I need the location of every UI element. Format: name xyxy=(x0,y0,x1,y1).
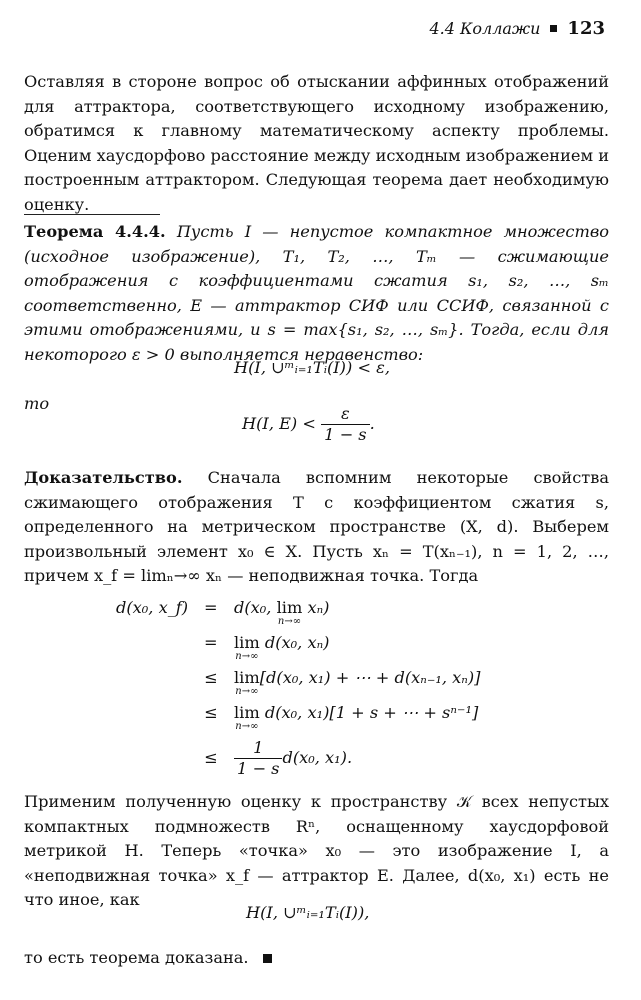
derivation-rhs xyxy=(234,668,480,697)
lim-subscript: n→∞ xyxy=(277,616,302,627)
lim-word: lim xyxy=(234,703,260,722)
proof-label: Доказательство. xyxy=(24,468,183,487)
rhs-part: [d(x₀, x₁) + ⋯ + d(xₙ₋₁, xₙ)] xyxy=(259,668,481,687)
running-header xyxy=(429,18,605,39)
intro-paragraph: Оставляя в стороне вопрос об отыскании аффинных отображений для аттрактора, соответствующего исходному изображению, обратимся к главному математическому аспекту проблемы. Оценим хаусдорфово расстояние между исходным изображением и построенным аттрактором. Следующая теорема дает необходимую оценку. xyxy=(24,72,609,214)
result-numerator: ε xyxy=(321,404,369,425)
header-square-icon xyxy=(550,25,557,32)
relation-symbol: ≤ xyxy=(204,748,218,767)
derivation-rhs xyxy=(234,738,352,779)
section-title: 4.4 Коллажи xyxy=(429,19,541,38)
proof-paragraph xyxy=(24,466,609,589)
lim-subscript: n→∞ xyxy=(235,651,259,662)
conclusion-paragraph: Применим полученную оценку к пространству 𝒦 всех непустых компактных подмножеств Rⁿ, оснащенному хаусдорфовой метрикой H. Теперь «точка» x₀ — это изображение I, а «неподвижная точка» x_f — аттрактор E. Далее, d(x₀, x₁) есть не что иное, как xyxy=(24,792,609,909)
derivation-rhs xyxy=(234,598,329,627)
rhs-part: d(x₀, xyxy=(234,598,277,617)
relation-symbol: = xyxy=(204,598,218,617)
theorem-result-formula xyxy=(242,404,375,445)
conclusion-formula: H(I, ∪ᵐᵢ₌₁Tᵢ(I)), xyxy=(246,903,370,922)
relation-symbol: = xyxy=(204,633,218,652)
lim-subscript: n→∞ xyxy=(235,721,259,732)
result-fraction xyxy=(321,404,369,445)
fraction-numerator: 1 xyxy=(234,738,282,759)
then-word: то xyxy=(24,394,50,413)
lim-word: lim xyxy=(234,668,260,687)
lim-subscript: n→∞ xyxy=(235,686,259,697)
rhs-part: d(x₀, x₁). xyxy=(282,748,353,767)
theorem-rule xyxy=(24,214,160,215)
rhs-part: xₙ) xyxy=(302,598,330,617)
qed-square-icon xyxy=(263,954,272,963)
derivation-rhs xyxy=(234,703,478,732)
theorem-statement xyxy=(24,220,609,367)
lim-word: lim xyxy=(276,598,303,617)
rhs-part: d(x₀, x₁)[1 + s + ⋯ + sⁿ⁻¹] xyxy=(259,703,479,722)
result-period: . xyxy=(369,414,375,433)
limit-operator xyxy=(234,703,260,732)
relation-symbol: ≤ xyxy=(204,703,218,722)
theorem-label: Теорема 4.4.4. xyxy=(24,222,166,241)
limit-operator xyxy=(277,598,303,627)
lim-word: lim xyxy=(234,633,260,652)
theorem-condition-formula: H(I, ∪ᵐᵢ₌₁Tᵢ(I)) < ε, xyxy=(234,358,390,377)
result-denominator: 1 − s xyxy=(324,425,367,444)
derivation-fraction xyxy=(234,738,282,779)
limit-operator xyxy=(234,633,260,662)
derivation-rhs xyxy=(234,633,329,662)
final-text: то есть теорема доказана. xyxy=(24,948,249,967)
fraction-denominator: 1 − s xyxy=(237,759,280,778)
derivation-lhs: d(x₀, x_f) xyxy=(116,598,189,617)
page-number: 123 xyxy=(567,18,605,39)
relation-symbol: ≤ xyxy=(204,668,218,687)
proof-text: Сначала вспомним некоторые свойства сжимающего отображения T с коэффициентом сжатия s, определенного на метрическом пространстве (X, d). Выберем произвольный элемент x₀ ∈ X. Пусть xₙ = T(xₙ₋₁), n = 1, 2, …, причем x_f = limₙ→∞ xₙ — неподвижная точка. Тогда xyxy=(24,468,609,585)
limit-operator xyxy=(234,668,260,697)
theorem-text: Пусть I — непустое компактное множество (исходное изображение), T₁, T₂, …, Tₘ — сжимающие отображения с коэффициентами сжатия s₁, s₂, …, sₘ соответственно, E — аттрактор СИФ или ССИФ, связанной с этими отображениями, и s = max{s₁, s₂, …, sₘ}. Тогда, если для некоторого ε > 0 выполняется неравенство: xyxy=(24,222,609,364)
result-lhs: H(I, E) < xyxy=(242,414,316,433)
final-line xyxy=(24,946,609,971)
book-page xyxy=(24,0,609,1000)
rhs-part: d(x₀, xₙ) xyxy=(259,633,330,652)
